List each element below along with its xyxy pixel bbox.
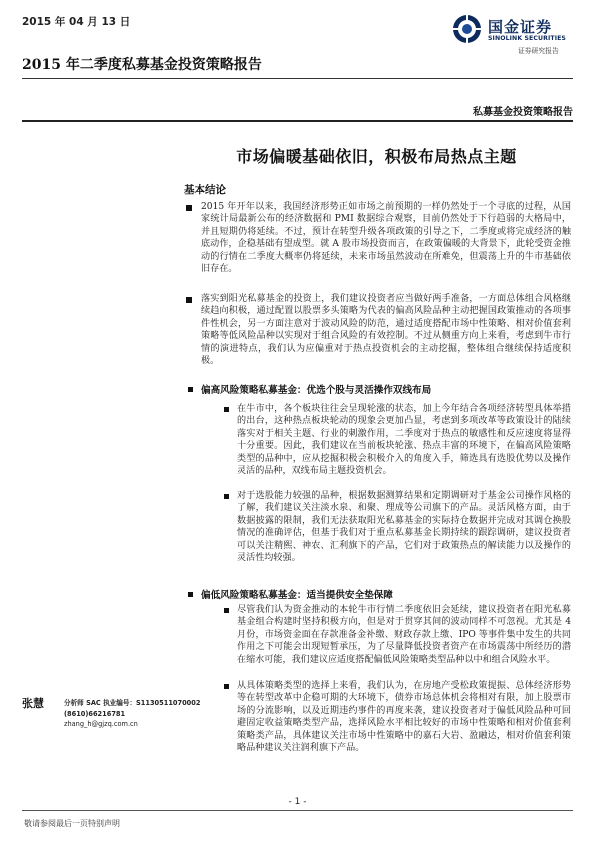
- high-risk-paragraph-2: 对于选股能力较强的品种，根据数据测算结果和定期调研对于基金公司操作风格的了解，我们建议关注淡水泉、和聚、理成等公司旗下的产品。灵活风格方面，由于数据披露的限制，我们无法获取阳光私募基金的实际持仓数据并完成对其调仓换股情况的准确评估，但基于我们对于重点私募基金长期持续的跟踪调研，建议投资者可以关注精熙、神农、汇利旗下的产品，它们对于政策热点的解读能力以及操作的灵活性均较强。: [237, 491, 571, 564]
- sub-bullet-marker: [224, 494, 229, 499]
- logo-chinese-name: 国金证券: [488, 18, 553, 36]
- author-email: zhang_h@gjzq.com.cn: [64, 720, 138, 728]
- sub-bullet-marker: [224, 608, 229, 613]
- footer-disclaimer: 敬请参阅最后一页特别声明: [24, 819, 120, 828]
- header-divider: [22, 78, 573, 79]
- subsection-heading-high-risk: 偏高风险策略私募基金：优选个股与灵活操作双线布局: [201, 385, 432, 396]
- bullet-marker: [186, 297, 192, 303]
- department-label: 证券研究报告: [518, 47, 559, 55]
- page-number: - 1 -: [288, 797, 307, 807]
- author-name: 张慧: [22, 697, 44, 710]
- subsection-heading-low-risk: 偏低风险策略私募基金：适当提供安全垫保障: [201, 590, 393, 601]
- section-heading: 基本结论: [184, 184, 226, 196]
- report-date: 2015 年 04 月 13 日: [22, 16, 131, 28]
- report-category: 私募基金投资策略报告: [473, 107, 573, 118]
- subsection-marker: [188, 592, 193, 597]
- main-title: 市场偏暖基础依旧，积极布局热点主题: [236, 147, 517, 166]
- conclusion-paragraph-2: 落实到阳光私募基金的投资上，我们建议投资者应当做好两手准备，一方面总体组合风格继续趋向积极，通过配置以股票多头策略为代表的偏高风险品种主动把握国政策推动的各项事件性机会，另一方面注意对于波动风险的防范，通过适度搭配市场中性策略、相对价值套利策略等低风险品种以实现对于组合风险的有效控制。不过从侧重方向上来看，考虑到牛市行情的演进特点，我们认为应偏重对于热点投资机会的主动挖掘，整体组合继续保持适度积极。: [201, 294, 571, 367]
- subsection-marker: [188, 387, 193, 392]
- sub-bullet-marker: [224, 684, 229, 689]
- sub-bullet-marker: [224, 407, 229, 412]
- author-contact: [64, 698, 200, 730]
- report-title: 2015 年二季度私募基金投资策略报告: [22, 57, 262, 73]
- category-divider: [22, 120, 573, 122]
- logo-english-name: SINOLINK SECURITIES: [488, 35, 566, 42]
- conclusion-paragraph-1: 2015 年开年以来，我国经济形势正如市场之前预期的一样仍然处于一个寻底的过程，从国家统计局最新公布的经济数据和 PMI 数据综合观察，目前仍然处于下行趋弱的大格局中，并且短期仍将延续。不过，预计在转型升级各项政策的引导之下，二季度或将完成经济的触底动作，企稳基础有望成型。就 A 股市场投资而言，在政策偏暖的大背景下，此轮受资金推动的行情在二季度大概率仍将延续，未来市场虽然波动在所难免，但震荡上升的牛市基础依旧存在。: [201, 202, 571, 275]
- low-risk-paragraph-1: 尽管我们认为资金推动的本轮牛市行情二季度依旧会延续，建议投资者在阳光私募基金组合构建时坚持积极方向，但是对于贯穿其间的波动同样不可忽视。尤其是 4 月份，市场资金面在存款准备金补缴、财政存款上缴、IPO 等事件集中发生的共同作用之下可能会出现短暂承压，为了尽量降低投资者资产在市场震荡中所经历的潜在缩水可能，我们建议应适度搭配偏低风险策略类型品种以中和组合风险水平。: [237, 605, 571, 665]
- low-risk-paragraph-2: 从具体策略类型的选择上来看，我们认为，在房地产受松政策提振、总体经济形势等在转型改革中企稳可期的大环境下，债券市场总体机会将相对有限，加上股票市场的分流影响，以及近期违约事件的再度来袭，建议投资者对于偏低风险品种可回避固定收益策略类型产品，选择风险水平相比较好的市场中性策略和相对价值套利策略类产品，具体建议关注市场中性策略中的嘉石大岩、盈融达，相对价值套利策略品种建议关注润利旗下产品。: [237, 681, 571, 754]
- author-phone: (8610)66216781: [64, 709, 126, 718]
- license-label: 分析师 SAC 执业编号：: [64, 699, 137, 707]
- sinolink-logo-icon: [452, 14, 482, 44]
- high-risk-paragraph-1: 在牛市中，各个板块往往会呈现轮涨的状态，加上今年结合各项经济转型具体举措的出台，这种热点板块轮动的现象会更加凸显，考虑到多项改革等政策设计的陆续落实对于相关主题、行业的刺激作用，二季度对于热点的敏感性和反应速度将显得十分重要。因此，我们建议在当前板块轮涨、热点丰富的环境下，在偏高风险策略类型的品种中，应从挖掘积极会积极介入的角度入手，筛选具有选股优势以及操作灵活的品种，双线布局主题投资机会。: [237, 404, 571, 477]
- footer-divider: [22, 810, 573, 811]
- bullet-marker: [186, 205, 192, 211]
- company-logo: [452, 12, 582, 52]
- license-number: S1130511070002: [136, 699, 201, 707]
